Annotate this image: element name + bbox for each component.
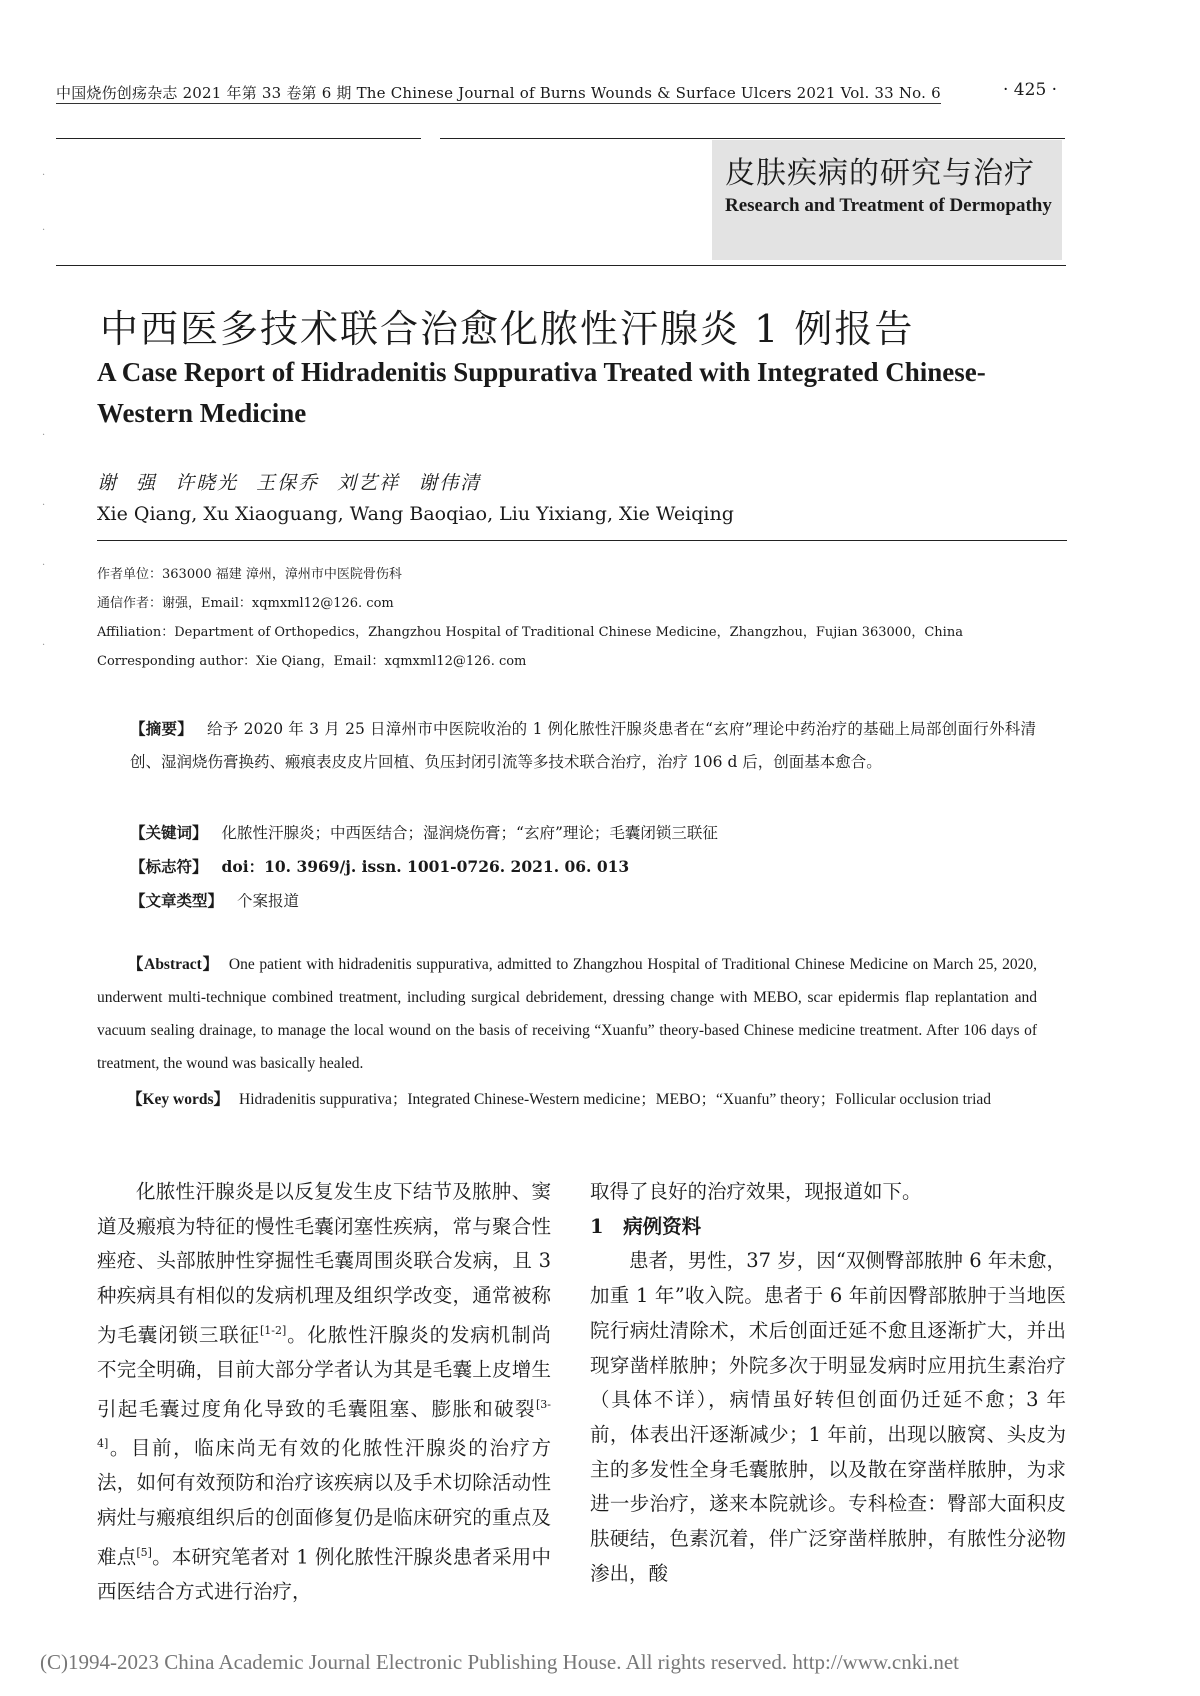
- scan-speck: ·: [42, 170, 46, 181]
- header-rule-right: [440, 138, 1065, 139]
- citation: [3-4]: [97, 1397, 551, 1450]
- article-type-label: 【文章类型】: [130, 891, 224, 910]
- article-type: [130, 884, 1036, 918]
- keywords-en: [97, 1083, 1037, 1116]
- abstract-cn-text: 给予 2020 年 3 月 25 日漳州市中医院收治的 1 例化脓性汗腺炎患者在“玄府”理论中药治疗的基础上局部创面行外科清创、湿润烧伤膏换药、瘢痕表皮皮片回植、负压封闭引流等多技术联合治疗，治疗 106 d 后，创面基本愈合。: [130, 720, 1036, 771]
- abstract-en-text: One patient with hidradenitis suppurativa, admitted to Zhangzhou Hospital of Traditional Chinese Medicine on March 25, 2020, underwent multi-technique combined treatment, including surgical debridement, dressing change with MEBO, scar epidermis flap replantation and vacuum sealing drainage, to manage the local wound on the basis of receiving “Xuanfu” theory-based Chinese medicine treatment. After 106 days of treatment, the wound was basically healed.: [97, 956, 1037, 1072]
- body-left-column: [97, 1175, 551, 1609]
- citation: [5]: [136, 1545, 152, 1559]
- doi-label: 【标志符】: [130, 857, 208, 876]
- header-rule-left: [56, 138, 421, 139]
- article-type-text: 个案报道: [237, 892, 300, 910]
- body-paragraph: 化脓性汗腺炎是以反复发生皮下结节及脓肿、窦道及瘢痕为特征的慢性毛囊闭塞性疾病，常与聚合性痤疮、头部脓肿性穿掘性毛囊周围炎联合发病，且 3 种疾病具有相似的发病机理及组织学改变，通常被称为毛囊闭锁三联征[1-2]。化脓性汗腺炎的发病机制尚不完全明确，目前大部分学者认为其是毛囊上皮增生引起毛囊过度角化导致的毛囊阻塞、膨胀和破裂[3-4]。目前，临床尚无有效的化脓性汗腺炎的治疗方法，如何有效预防和治疗该疾病以及手术切除活动性病灶与瘢痕组织后的创面修复仍是临床研究的重点及难点[5]。本研究笔者对 1 例化脓性汗腺炎患者采用中西医结合方式进行治疗，: [97, 1180, 551, 1603]
- doi: [130, 850, 1036, 884]
- affiliation-en: Affiliation：Department of Orthopedics，Zhangzhou Hospital of Traditional Chinese Medicine，Zhangzhou，Fujian 363000，China: [97, 625, 963, 640]
- keywords-cn-text: 化脓性汗腺炎；中西医结合；湿润烧伤膏；“玄府”理论；毛囊闭锁三联征: [221, 824, 718, 842]
- doi-text: doi：10. 3969/j. issn. 1001-0726. 2021. 06. 013: [221, 857, 630, 876]
- abstract-en: [97, 948, 1037, 1080]
- article-title-cn: 中西医多技术联合治愈化脓性汗腺炎 1 例报告: [100, 307, 915, 351]
- body-right-column: [590, 1175, 1066, 1591]
- section-title-cn: 皮肤疾病的研究与治疗: [725, 156, 1035, 191]
- citation: [1-2]: [259, 1323, 287, 1337]
- running-head: 中国烧伤创疡杂志 2021 年第 33 卷第 6 期 The Chinese Journal of Burns Wounds & Surface Ulcers 2021 Vol. 33 No. 6: [56, 84, 941, 102]
- abstract-cn: [130, 712, 1036, 779]
- keywords-en-label: 【Key words】: [127, 1091, 230, 1108]
- keywords-cn-label: 【关键词】: [130, 823, 208, 842]
- affiliation-cn: 作者单位：363000 福建 漳州，漳州市中医院骨伤科: [97, 567, 402, 582]
- scan-speck: ·: [42, 560, 46, 571]
- abstract-en-label: 【Abstract】: [127, 956, 219, 973]
- abstract-cn-label: 【摘要】: [130, 719, 193, 738]
- author-rule: [97, 540, 1067, 541]
- keywords-en-text: Hidradenitis suppurativa；Integrated Chinese-Western medicine；MEBO；“Xuanfu” theory；Follicular occlusion triad: [239, 1091, 992, 1108]
- authors-en: Xie Qiang, Xu Xiaoguang, Wang Baoqiao, Liu Yixiang, Xie Weiqing: [97, 503, 734, 525]
- article-title-en: A Case Report of Hidradenitis Suppurativa Treated with Integrated Chinese-Western Medicine: [97, 357, 986, 428]
- section-title-en: Research and Treatment of Dermopathy: [725, 195, 1052, 216]
- corresponding-cn: 通信作者：谢强，Email：xqmxml12@126. com: [97, 596, 394, 611]
- page-number: · 425 ·: [1003, 80, 1058, 100]
- corresponding-en: Corresponding author：Xie Qiang，Email：xqmxml12@126. com: [97, 654, 527, 669]
- body-paragraph: 患者，男性，37 岁，因“双侧臀部脓肿 6 年未愈，加重 1 年”收入院。患者于 6 年前因臀部脓肿于当地医院行病灶清除术，术后创面迁延不愈且逐渐扩大，并出现穿凿样脓肿；外院多次于明显发病时应用抗生素治疗（具体不详），病情虽好转但创面仍迁延不愈；3 年前，体表出汗逐渐减少；1 年前，出现以腋窝、头皮为主的多发性全身毛囊脓肿，以及散在穿凿样脓肿，为求进一步治疗，遂来本院就诊。专科检查：臀部大面积皮肤硬结，色素沉着，伴广泛穿凿样脓肿，有脓性分泌物渗出，酸: [590, 1249, 1066, 1585]
- section-heading: 1 病例资料: [590, 1214, 702, 1238]
- body-paragraph: 取得了良好的治疗效果，现报道如下。: [590, 1180, 922, 1203]
- scan-speck: ·: [42, 225, 46, 236]
- section-rule: [56, 265, 1066, 266]
- scan-speck: ·: [42, 430, 46, 441]
- keywords-cn: [130, 816, 1036, 850]
- scan-speck: ·: [42, 640, 46, 651]
- copyright-footer: (C)1994-2023 China Academic Journal Electronic Publishing House. All rights reserved. http://www.cnki.net: [40, 1650, 959, 1674]
- authors-cn: 谢 强 许晓光 王保乔 刘艺祥 谢伟清: [97, 472, 482, 494]
- scan-speck: ·: [42, 500, 46, 511]
